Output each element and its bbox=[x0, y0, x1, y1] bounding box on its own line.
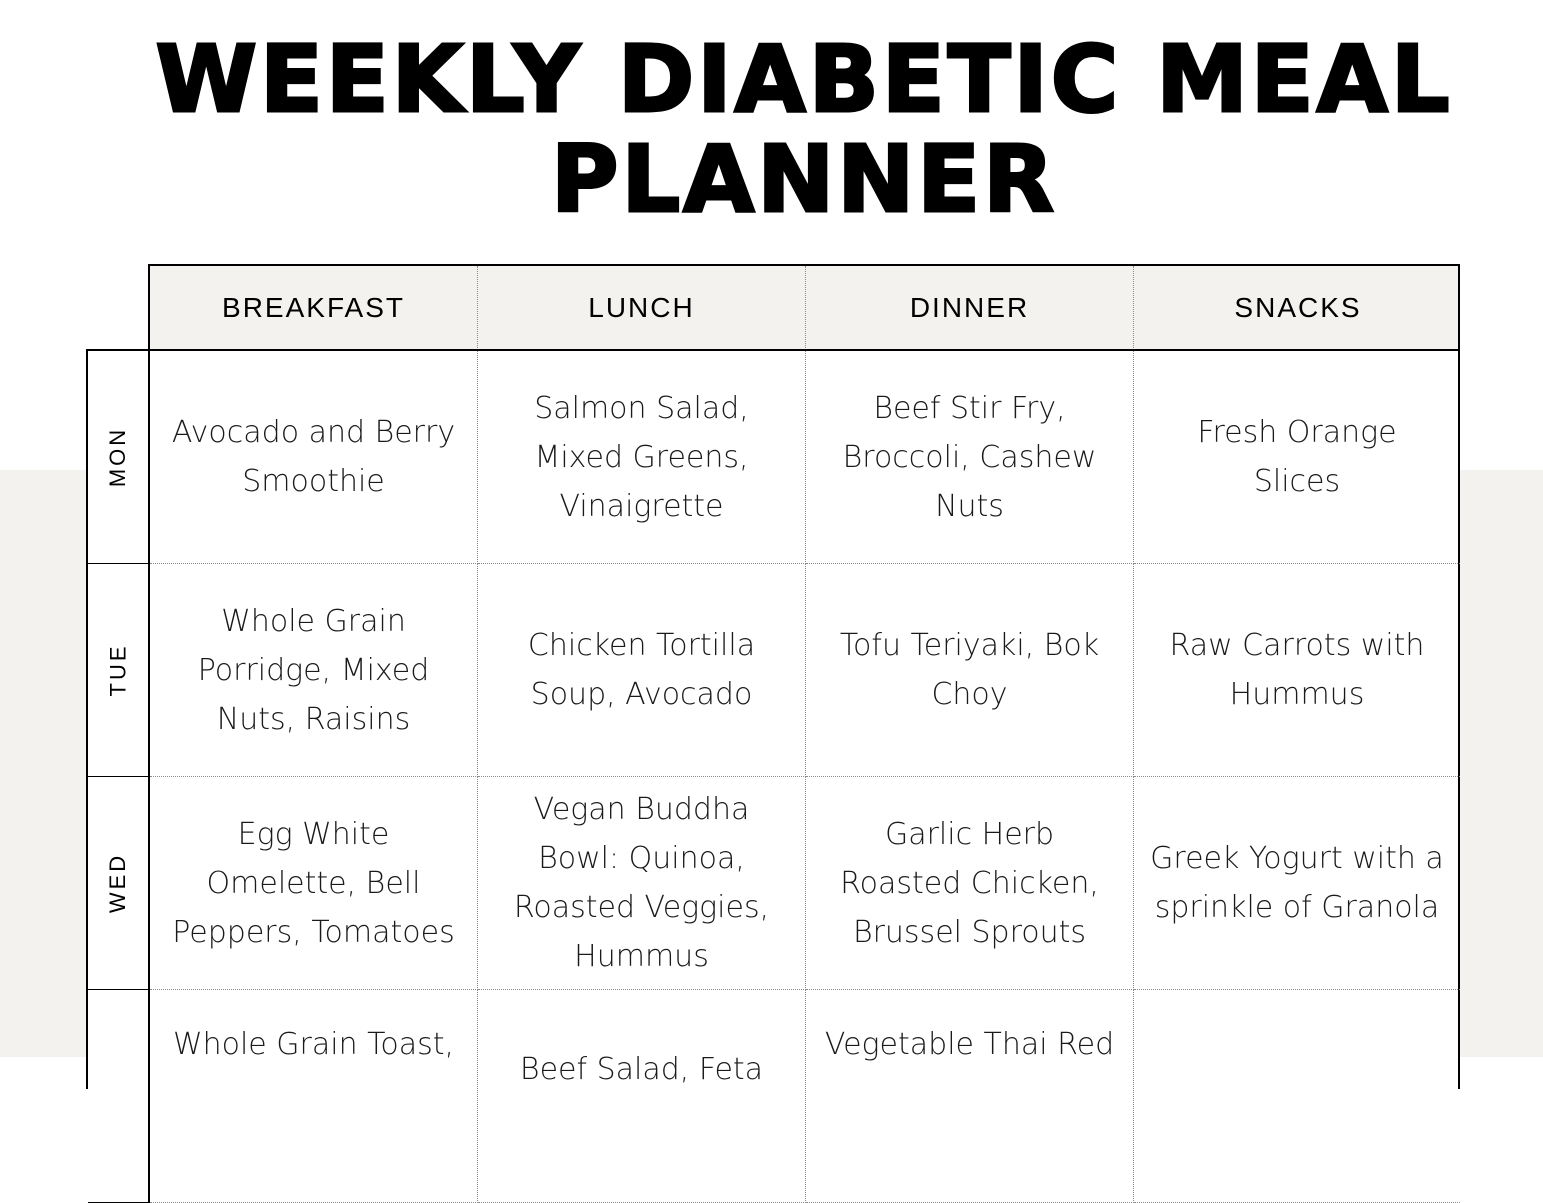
meal-cell-tue-dinner: Tofu Teriyaki, Bok Choy bbox=[806, 564, 1134, 777]
column-header-snacks: SNACKS bbox=[1234, 292, 1362, 323]
meal-cell-thu-breakfast: Whole Grain Toast, bbox=[150, 990, 478, 1203]
day-label: WED bbox=[105, 852, 131, 914]
column-header-lunch: LUNCH bbox=[478, 266, 806, 350]
day-cell-wed bbox=[88, 777, 150, 990]
page-title bbox=[0, 26, 1543, 233]
day-label: TUE bbox=[105, 643, 130, 697]
meal-cell-thu-dinner: Vegetable Thai Red bbox=[806, 990, 1134, 1203]
day-label: MON bbox=[105, 426, 131, 488]
meal-cell-tue-snacks: Raw Carrots with Hummus bbox=[1134, 564, 1460, 777]
meal-cell-mon-snacks: Fresh Orange Slices bbox=[1134, 351, 1460, 564]
day-cell-mon bbox=[88, 351, 150, 564]
day-cell-thu bbox=[88, 990, 150, 1203]
meal-cell-thu-lunch: Beef Salad, Feta bbox=[478, 990, 806, 1203]
meal-cell-wed-lunch: Vegan Buddha Bowl: Quinoa, Roasted Veggies, Hummus bbox=[478, 777, 806, 990]
column-header-breakfast: BREAKFAST bbox=[150, 266, 478, 350]
meal-cell-wed-breakfast: Egg White Omelette, Bell Peppers, Tomatoes bbox=[150, 777, 478, 990]
column-header-dinner: DINNER bbox=[806, 266, 1134, 350]
meal-cell-tue-breakfast: Whole Grain Porridge, Mixed Nuts, Raisins bbox=[150, 564, 478, 777]
meal-planner-table bbox=[86, 349, 1460, 1089]
title-line-2: PLANNER bbox=[551, 126, 1057, 233]
meal-cell-wed-dinner: Garlic Herb Roasted Chicken, Brussel Sprouts bbox=[806, 777, 1134, 990]
meal-cell-mon-lunch: Salmon Salad, Mixed Greens, Vinaigrette bbox=[478, 351, 806, 564]
day-cell-tue bbox=[88, 564, 150, 777]
meal-cell-mon-dinner: Beef Stir Fry, Broccoli, Cashew Nuts bbox=[806, 351, 1134, 564]
meal-cell-thu-snacks bbox=[1134, 990, 1460, 1203]
title-line-1: WEEKLY DIABETIC MEAL bbox=[155, 26, 1453, 133]
meal-column-headers bbox=[148, 264, 1460, 350]
meal-cell-mon-breakfast: Avocado and Berry Smoothie bbox=[150, 351, 478, 564]
meal-cell-wed-snacks: Greek Yogurt with a sprinkle of Granola bbox=[1134, 777, 1460, 990]
meal-cell-tue-lunch: Chicken Tortilla Soup, Avocado bbox=[478, 564, 806, 777]
